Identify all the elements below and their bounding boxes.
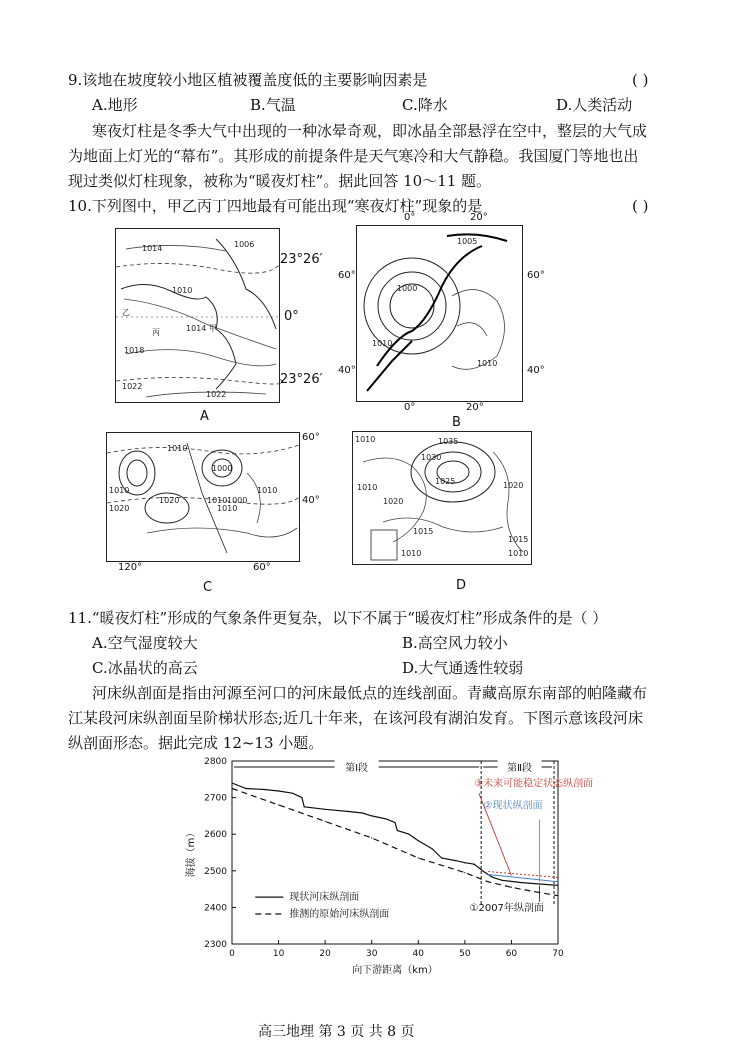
x-tick-label: 30 <box>365 949 378 959</box>
map-d <box>352 431 532 565</box>
annotation-2: ②现状纵剖面 <box>483 800 543 812</box>
x-tick-label: 10 <box>272 949 285 959</box>
map-c-label-1000b: 1000 <box>227 496 248 505</box>
q10-stem: 10.下列图中，甲乙丙丁四地最有可能出现“寒夜灯柱”现象的是 <box>68 197 483 215</box>
q9-option-d: D.人类活动 <box>556 96 633 114</box>
segment-1-label: 第Ⅰ段 <box>345 763 369 774</box>
series-0-point <box>304 806 305 807</box>
y-tick-label: 2700 <box>204 793 227 804</box>
map-d-drawing <box>353 432 531 564</box>
map-a-label-1006: 1006 <box>234 240 255 249</box>
map-c-label-1010b: 1010 <box>167 444 188 453</box>
map-a-label-bing: 丙 <box>152 328 160 337</box>
map-c-label-1010d: 1010 <box>257 486 278 495</box>
q11-option-c: C.冰晶状的高云 <box>92 659 198 677</box>
series-1-point <box>511 887 512 888</box>
map-d-label-1010b: 1010 <box>357 483 378 492</box>
y-tick-label: 2400 <box>204 903 227 914</box>
series-1-point <box>464 872 465 873</box>
map-b-label-1005: 1005 <box>457 237 478 246</box>
q9-stem: 9.该地在坡度较小地区植被覆盖度低的主要影响因素是 <box>68 71 428 89</box>
series-0-point <box>301 797 302 798</box>
series-0-point <box>231 782 232 783</box>
series-0-point <box>492 877 493 878</box>
x-tick-label: 20 <box>319 949 331 959</box>
series-0-point <box>408 834 409 835</box>
map-b-lat-right-1: 60° <box>527 270 545 281</box>
q11-option-a: A.空气湿度较大 <box>92 634 198 652</box>
map-a-label-1022b: 1022 <box>206 390 227 399</box>
map-c-label-1010c: 1010 <box>217 504 238 513</box>
y-tick-label: 2600 <box>204 830 227 841</box>
map-a-lat-1: 23°26′ <box>280 252 323 267</box>
map-b-lat-right-2: 40° <box>527 365 545 376</box>
y-tick-label: 2300 <box>204 940 227 950</box>
map-b-lat-left-2: 40° <box>338 365 356 376</box>
map-a-label-1014: 1014 <box>142 244 163 253</box>
passage2-line2: 江某段河床纵剖面呈阶梯状形态;近几十年来，在该河段有湖泊发育。下图示意该段河床 <box>68 709 644 727</box>
map-c-label-1010a: 1010 <box>109 486 130 495</box>
page-footer: 高三地理 第 3 页 共 8 页 <box>258 1024 415 1040</box>
map-b <box>356 225 523 402</box>
y-tick-label: 2500 <box>204 866 227 877</box>
series-0-point <box>441 857 442 858</box>
map-d-label-1020b: 1020 <box>383 497 404 506</box>
chart-axes <box>184 757 564 976</box>
map-c-caption: C <box>203 580 213 595</box>
chart-annotations <box>255 777 593 920</box>
passage2-line3: 纵剖面形态。据此完成 12~13 小题。 <box>68 734 324 752</box>
series-0-point <box>474 864 475 865</box>
series-0-point <box>483 871 484 872</box>
map-a-caption: A <box>200 409 209 424</box>
x-tick-label: 40 <box>412 949 425 959</box>
series-1-point <box>418 857 419 858</box>
legend-solid-label: 现状河床纵剖面 <box>289 892 360 904</box>
map-d-label-1035: 1035 <box>438 437 459 446</box>
map-a-lat-2: 0° <box>284 309 299 324</box>
passage1-line1: 寒夜灯柱是冬季大气中出现的一种冰晕奇观，即冰晶全部悬浮在空中，整层的大气成 <box>92 122 648 140</box>
map-b-lat-left-1: 60° <box>338 270 356 281</box>
map-d-label-1015a: 1015 <box>508 535 529 544</box>
passage1-line2: 为地面上灯光的“幕布”。其形成的前提条件是天气寒冷和大气静稳。我国厦门等地也出 <box>68 147 639 165</box>
x-axis-label: 向下游距离（km） <box>352 965 438 976</box>
series-0-point <box>432 848 433 849</box>
map-b-drawing <box>357 226 522 401</box>
map-c-label-1020a: 1020 <box>109 504 130 513</box>
map-c-lon-1: 120° <box>118 562 143 573</box>
segment-2-label: 第Ⅱ段 <box>507 763 533 774</box>
map-a-label-jia: 1014 甲 <box>186 324 217 333</box>
map-c-drawing <box>107 433 299 561</box>
series-0-point <box>455 860 456 861</box>
y-tick-label: 2800 <box>204 757 227 767</box>
series-0-point <box>520 882 521 883</box>
map-c-label-1010e: 1010 <box>207 496 228 505</box>
series-0-point <box>418 840 419 841</box>
annotation-3: ①2007年纵剖面 <box>469 903 544 915</box>
series-1-point <box>325 821 326 822</box>
map-b-label-1010b: 1010 <box>477 359 498 368</box>
passage2-line1: 河床纵剖面是指由河源至河口的河床最低点的连线剖面。青藏高原东南部的帕隆藏布 <box>92 684 648 702</box>
series-1-point <box>488 881 489 882</box>
map-a <box>115 228 280 403</box>
series-0-point <box>362 812 363 813</box>
current-profile-line <box>488 874 558 881</box>
future-profile-line <box>488 872 558 878</box>
series-0-point <box>325 809 326 810</box>
map-d-label-1030: 1030 <box>421 453 442 462</box>
series-0-point <box>385 818 386 819</box>
map-a-drawing <box>116 229 279 402</box>
map-d-label-1015b: 1015 <box>413 527 434 536</box>
map-d-label-1010c: 1010 <box>401 549 422 558</box>
map-d-label-1010d: 1010 <box>508 549 529 558</box>
series-0-point <box>371 815 372 816</box>
series-0-point <box>502 880 503 881</box>
map-b-label-1000: 1000 <box>397 284 418 293</box>
map-d-label-1010a: 1010 <box>355 435 376 444</box>
q9-option-c: C.降水 <box>402 96 448 114</box>
annotation-1: ③未来可能稳定状态纵剖面 <box>474 778 594 790</box>
map-b-lon-bottom-2: 20° <box>466 402 484 413</box>
map-d-caption: D <box>456 578 467 593</box>
map-b-label-1010a: 1010 <box>372 339 393 348</box>
series-1-point <box>278 804 279 805</box>
map-a-label-1010: 1010 <box>172 286 193 295</box>
map-b-lon-top-1: 0° <box>404 212 416 223</box>
q11-option-b: B.高空风力较小 <box>402 634 508 652</box>
river-profile-chart <box>180 752 594 987</box>
series-0-point <box>292 793 293 794</box>
series-0-point <box>464 862 465 863</box>
x-tick-label: 70 <box>552 949 564 959</box>
series-0-point <box>557 885 558 886</box>
map-a-label-1018: 1018 <box>124 346 145 355</box>
chart-series <box>231 782 558 896</box>
map-a-label-yi: 乙 <box>122 308 130 317</box>
series-0-point <box>278 790 279 791</box>
map-a-lat-3: 23°26′ <box>280 372 323 387</box>
map-c-lat-2: 40° <box>302 495 320 506</box>
series-0-point <box>397 830 398 831</box>
x-tick-label: 60 <box>505 949 518 959</box>
q9-option-a: A.地形 <box>92 96 138 114</box>
passage1-line3: 现过类似灯柱现象，被称为“暖夜灯柱”。据此回答 10～11 题。 <box>68 172 492 190</box>
y-axis-label: 海拔（m） <box>186 827 197 878</box>
series-1-point <box>231 788 232 789</box>
legend-dashed-label: 推测的原始河床纵剖面 <box>289 908 390 920</box>
x-tick-label: 0 <box>229 949 235 959</box>
series-0-point <box>394 822 395 823</box>
map-c <box>106 432 300 562</box>
series-0-point <box>264 789 265 790</box>
series-1-point <box>534 891 535 892</box>
q9-bracket: ( ) <box>632 71 649 89</box>
series-0-point <box>348 811 349 812</box>
q11-option-d: D.大气通透性较弱 <box>402 659 524 677</box>
map-a-label-1022a: 1022 <box>122 382 143 391</box>
series-0-point <box>245 788 246 789</box>
map-b-caption: B <box>452 415 461 430</box>
map-c-label-1020b: 1020 <box>159 496 180 505</box>
q9-option-b: B.气温 <box>250 96 296 114</box>
x-tick-label: 50 <box>459 949 471 959</box>
map-d-label-1025: 1025 <box>435 477 456 486</box>
series-1-point <box>557 895 558 896</box>
map-b-lon-bottom-1: 0° <box>404 402 416 413</box>
map-b-lon-top-2: 20° <box>470 212 488 223</box>
map-c-lat-1: 60° <box>302 432 320 443</box>
q11-stem: 11.“暖夜灯柱”形成的气象条件更复杂，以下不属于“暖夜灯柱”形成条件的是（ ） <box>68 609 608 627</box>
q10-bracket: ( ) <box>632 197 649 215</box>
map-c-lon-2: 60° <box>253 562 271 573</box>
series-1-point <box>371 837 372 838</box>
map-c-label-1000a: 1000 <box>212 464 233 473</box>
map-d-label-1020a: 1020 <box>503 481 524 490</box>
series-0-point <box>539 883 540 884</box>
